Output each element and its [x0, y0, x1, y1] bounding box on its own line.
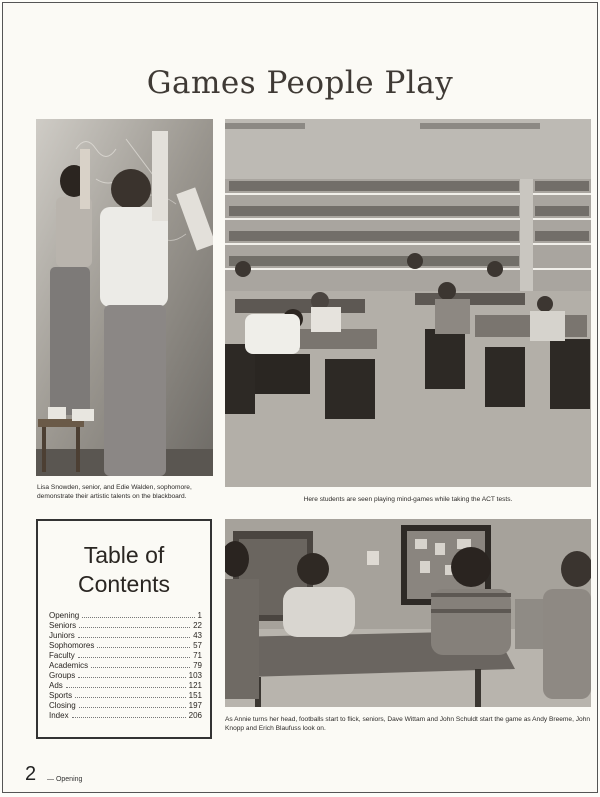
- toc-entry-label: Juniors: [49, 631, 75, 640]
- blackboard-caption: Lisa Snowden, senior, and Edie Walden, sophomore, demonstrate their artistic talents on the blackboard.: [37, 484, 192, 500]
- toc-entry-label: Faculty: [49, 651, 75, 660]
- page-number: 2: [25, 763, 37, 785]
- toc-leader: [97, 647, 190, 648]
- toc-leader: [78, 677, 185, 678]
- toc-entry-label: Sports: [49, 691, 73, 700]
- football-game-caption: As Annie turns her head, footballs start to flick, seniors, Dave Wittam and John Schuldt start the game as Andy Breeme, John Knopp and Erich Blaufuss look on.: [225, 716, 591, 732]
- toc-leader: [79, 627, 190, 628]
- football-game-photo: [225, 519, 591, 707]
- toc-entry-page: 103: [188, 671, 202, 680]
- toc-list: [49, 611, 202, 721]
- table-of-contents: [36, 519, 212, 739]
- toc-leader: [91, 667, 190, 668]
- page-title: Games People Play: [146, 65, 454, 101]
- toc-entry-label: Groups: [49, 671, 76, 680]
- toc-entry: [49, 711, 202, 721]
- toc-entry-page: 71: [193, 651, 202, 660]
- toc-entry-label: Ads: [49, 681, 63, 690]
- toc-entry-label: Sophomores: [49, 641, 95, 650]
- yearbook-page: [2, 2, 598, 793]
- toc-heading: [38, 541, 210, 599]
- library-photo: [225, 119, 591, 487]
- toc-entry-page: 151: [188, 691, 202, 700]
- toc-entry: [49, 651, 202, 661]
- toc-leader: [78, 657, 190, 658]
- toc-entry-label: Seniors: [49, 621, 77, 630]
- toc-entry: [49, 661, 202, 671]
- blackboard-illustration: [36, 119, 213, 476]
- toc-entry: [49, 691, 202, 701]
- section-label: — Opening: [47, 776, 83, 783]
- blackboard-photo: [36, 119, 213, 476]
- toc-entry: [49, 671, 202, 681]
- toc-entry-label: Index: [49, 711, 69, 720]
- toc-leader: [66, 687, 186, 688]
- toc-entry-page: 1: [197, 611, 202, 620]
- library-illustration: [225, 119, 591, 487]
- toc-title-line1: Table of: [83, 542, 165, 568]
- toc-entry-label: Opening: [49, 611, 80, 620]
- toc-entry-page: 121: [188, 681, 202, 690]
- toc-leader: [82, 617, 194, 618]
- toc-entry-label: Closing: [49, 701, 76, 710]
- toc-entry: [49, 611, 202, 621]
- library-caption: Here students are seen playing mind-games while taking the ACT tests.: [303, 496, 513, 503]
- toc-entry-page: 57: [193, 641, 202, 650]
- football-game-illustration: [225, 519, 591, 707]
- toc-entry-page: 197: [188, 701, 202, 710]
- toc-entry-label: Academics: [49, 661, 89, 670]
- toc-leader: [78, 637, 190, 638]
- toc-entry-page: 22: [193, 621, 202, 630]
- toc-entry: [49, 641, 202, 651]
- toc-entry: [49, 621, 202, 631]
- toc-leader: [75, 697, 186, 698]
- toc-leader: [72, 717, 186, 718]
- toc-entry-page: 79: [193, 661, 202, 670]
- toc-entry: [49, 631, 202, 641]
- toc-leader: [79, 707, 186, 708]
- toc-title-line2: Contents: [77, 571, 171, 597]
- toc-entry: [49, 701, 202, 711]
- toc-entry-page: 206: [188, 711, 202, 720]
- toc-entry: [49, 681, 202, 691]
- toc-entry-page: 43: [193, 631, 202, 640]
